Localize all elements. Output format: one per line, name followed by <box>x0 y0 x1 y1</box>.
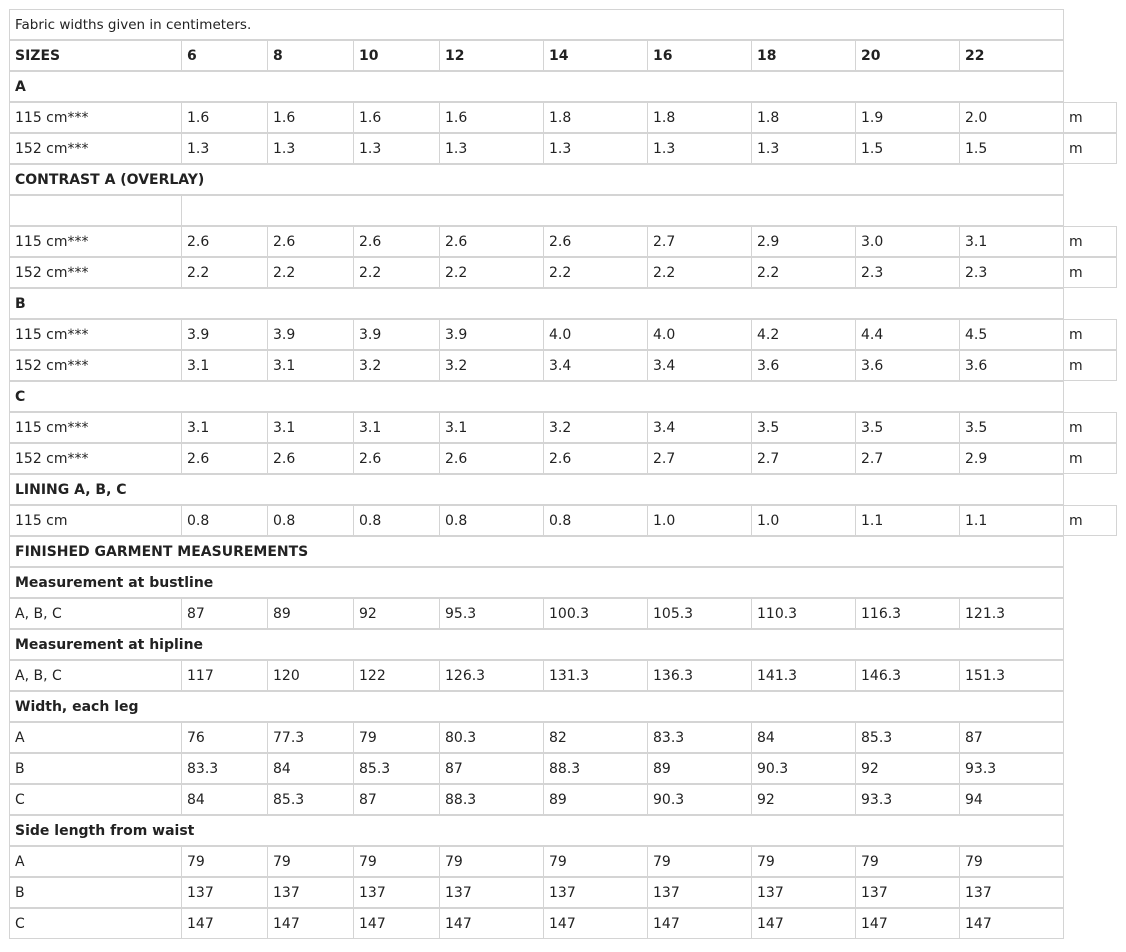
table-cell: 3.4 <box>647 412 752 443</box>
row-label: B <box>9 877 182 908</box>
row-label: 152 cm*** <box>9 257 182 288</box>
table-cell: 80.3 <box>439 722 544 753</box>
table-cell: 3.5 <box>855 412 960 443</box>
table-cell: 83.3 <box>647 722 752 753</box>
table-cell: 0.8 <box>543 505 648 536</box>
table-cell: 92 <box>353 598 440 629</box>
table-cell: 2.6 <box>267 443 354 474</box>
table-cell: 87 <box>439 753 544 784</box>
table-cell: 87 <box>181 598 268 629</box>
size-header: 16 <box>647 40 752 71</box>
table-cell: 82 <box>543 722 648 753</box>
table-cell: 136.3 <box>647 660 752 691</box>
table-cell: 4.2 <box>751 319 856 350</box>
table-cell: 147 <box>647 908 752 939</box>
table-cell: 3.9 <box>353 319 440 350</box>
table-cell: 1.1 <box>959 505 1064 536</box>
table-cell: 2.6 <box>181 443 268 474</box>
table-cell: 1.0 <box>751 505 856 536</box>
table-cell: 3.2 <box>543 412 648 443</box>
table-cell: 147 <box>855 908 960 939</box>
table-cell: 147 <box>181 908 268 939</box>
table-cell: 3.9 <box>267 319 354 350</box>
table-cell: 79 <box>267 846 354 877</box>
table-cell: 2.2 <box>647 257 752 288</box>
table-cell: 116.3 <box>855 598 960 629</box>
table-cell: 92 <box>855 753 960 784</box>
table-cell: 85.3 <box>267 784 354 815</box>
size-header: 10 <box>353 40 440 71</box>
table-cell: 1.3 <box>353 133 440 164</box>
table-cell: 85.3 <box>855 722 960 753</box>
table-cell: 79 <box>959 846 1064 877</box>
size-header: 18 <box>751 40 856 71</box>
table-cell: 94 <box>959 784 1064 815</box>
table-cell: 3.2 <box>353 350 440 381</box>
section-label: C <box>9 381 1064 412</box>
table-cell: 137 <box>543 877 648 908</box>
table-cell: 79 <box>543 846 648 877</box>
table-cell: 137 <box>181 877 268 908</box>
table-cell: 1.1 <box>855 505 960 536</box>
row-label: 115 cm*** <box>9 319 182 350</box>
table-cell: 147 <box>353 908 440 939</box>
table-cell: 93.3 <box>855 784 960 815</box>
row-label: A <box>9 846 182 877</box>
table-cell: 147 <box>267 908 354 939</box>
table-cell: 2.0 <box>959 102 1064 133</box>
table-cell: 84 <box>267 753 354 784</box>
table-cell: 1.3 <box>439 133 544 164</box>
table-cell: 4.0 <box>543 319 648 350</box>
table-cell: 126.3 <box>439 660 544 691</box>
section-label: Measurement at bustline <box>9 567 1064 598</box>
unit-cell: m <box>1063 133 1117 164</box>
table-cell: 79 <box>647 846 752 877</box>
section-label: B <box>9 288 1064 319</box>
table-cell: 137 <box>751 877 856 908</box>
table-cell: 2.2 <box>439 257 544 288</box>
table-cell: 2.6 <box>439 226 544 257</box>
row-label: C <box>9 784 182 815</box>
table-cell: 137 <box>439 877 544 908</box>
table-cell: 88.3 <box>439 784 544 815</box>
table-cell: 3.9 <box>181 319 268 350</box>
row-label: 152 cm*** <box>9 350 182 381</box>
table-cell: 79 <box>439 846 544 877</box>
table-cell: 3.0 <box>855 226 960 257</box>
table-cell: 1.8 <box>543 102 648 133</box>
table-cell: 0.8 <box>181 505 268 536</box>
size-header: 6 <box>181 40 268 71</box>
sizes-header-label: SIZES <box>9 40 182 71</box>
table-cell: 95.3 <box>439 598 544 629</box>
table-cell: 79 <box>751 846 856 877</box>
table-cell: 2.7 <box>855 443 960 474</box>
table-cell: 2.6 <box>439 443 544 474</box>
table-cell: 1.5 <box>959 133 1064 164</box>
table-cell: 89 <box>647 753 752 784</box>
table-cell: 1.3 <box>647 133 752 164</box>
table-cell: 137 <box>267 877 354 908</box>
table-cell: 3.6 <box>959 350 1064 381</box>
table-cell: 3.5 <box>751 412 856 443</box>
table-cell: 4.5 <box>959 319 1064 350</box>
unit-cell: m <box>1063 102 1117 133</box>
section-label: CONTRAST A (OVERLAY) <box>9 164 1064 195</box>
unit-cell: m <box>1063 412 1117 443</box>
table-cell: 3.4 <box>543 350 648 381</box>
table-cell: 87 <box>353 784 440 815</box>
table-cell: 0.8 <box>353 505 440 536</box>
table-cell: 92 <box>751 784 856 815</box>
table-cell: 1.3 <box>181 133 268 164</box>
blank-cell <box>181 195 1064 226</box>
table-cell: 2.2 <box>543 257 648 288</box>
table-cell: 147 <box>959 908 1064 939</box>
row-label: 115 cm*** <box>9 412 182 443</box>
table-cell: 2.7 <box>751 443 856 474</box>
row-label: B <box>9 753 182 784</box>
row-label: A <box>9 722 182 753</box>
table-cell: 3.6 <box>751 350 856 381</box>
table-cell: 137 <box>647 877 752 908</box>
table-cell: 3.9 <box>439 319 544 350</box>
table-cell: 2.6 <box>353 443 440 474</box>
size-header: 8 <box>267 40 354 71</box>
table-cell: 1.9 <box>855 102 960 133</box>
section-label: LINING A, B, C <box>9 474 1064 505</box>
table-cell: 2.2 <box>353 257 440 288</box>
row-label: 115 cm*** <box>9 102 182 133</box>
row-label: 115 cm <box>9 505 182 536</box>
table-cell: 2.2 <box>751 257 856 288</box>
row-label: C <box>9 908 182 939</box>
section-label: Width, each leg <box>9 691 1064 722</box>
table-cell: 90.3 <box>647 784 752 815</box>
blank-cell <box>9 195 182 226</box>
table-cell: 2.9 <box>959 443 1064 474</box>
table-cell: 79 <box>353 846 440 877</box>
table-cell: 85.3 <box>353 753 440 784</box>
table-cell: 77.3 <box>267 722 354 753</box>
table-cell: 0.8 <box>267 505 354 536</box>
table-cell: 1.5 <box>855 133 960 164</box>
table-cell: 146.3 <box>855 660 960 691</box>
table-cell: 2.6 <box>543 226 648 257</box>
table-cell: 3.4 <box>647 350 752 381</box>
table-cell: 137 <box>855 877 960 908</box>
table-cell: 2.3 <box>855 257 960 288</box>
table-cell: 76 <box>181 722 268 753</box>
table-cell: 3.6 <box>855 350 960 381</box>
table-cell: 3.1 <box>267 350 354 381</box>
unit-cell: m <box>1063 226 1117 257</box>
table-cell: 117 <box>181 660 268 691</box>
table-cell: 137 <box>959 877 1064 908</box>
row-label: 152 cm*** <box>9 133 182 164</box>
table-cell: 131.3 <box>543 660 648 691</box>
table-cell: 3.1 <box>267 412 354 443</box>
table-cell: 2.7 <box>647 443 752 474</box>
unit-cell: m <box>1063 505 1117 536</box>
table-cell: 151.3 <box>959 660 1064 691</box>
table-cell: 105.3 <box>647 598 752 629</box>
table-cell: 100.3 <box>543 598 648 629</box>
table-cell: 121.3 <box>959 598 1064 629</box>
table-cell: 1.6 <box>439 102 544 133</box>
table-cell: 137 <box>353 877 440 908</box>
row-label: A, B, C <box>9 598 182 629</box>
unit-cell: m <box>1063 319 1117 350</box>
table-cell: 2.2 <box>267 257 354 288</box>
table-cell: 0.8 <box>439 505 544 536</box>
table-cell: 120 <box>267 660 354 691</box>
table-cell: 1.6 <box>353 102 440 133</box>
table-cell: 1.3 <box>751 133 856 164</box>
unit-cell: m <box>1063 443 1117 474</box>
row-label: 152 cm*** <box>9 443 182 474</box>
table-cell: 147 <box>751 908 856 939</box>
table-cell: 79 <box>855 846 960 877</box>
table-cell: 1.8 <box>751 102 856 133</box>
table-cell: 84 <box>751 722 856 753</box>
section-label: A <box>9 71 1064 102</box>
table-cell: 2.6 <box>181 226 268 257</box>
table-cell: 4.4 <box>855 319 960 350</box>
table-cell: 110.3 <box>751 598 856 629</box>
table-cell: 3.1 <box>439 412 544 443</box>
table-cell: 3.5 <box>959 412 1064 443</box>
table-cell: 147 <box>543 908 648 939</box>
table-cell: 1.8 <box>647 102 752 133</box>
table-cell: 79 <box>181 846 268 877</box>
table-cell: 1.3 <box>543 133 648 164</box>
table-cell: 141.3 <box>751 660 856 691</box>
table-cell: 89 <box>267 598 354 629</box>
table-cell: 1.0 <box>647 505 752 536</box>
table-cell: 1.6 <box>267 102 354 133</box>
note-text: Fabric widths given in centimeters. <box>9 9 1064 40</box>
section-label: FINISHED GARMENT MEASUREMENTS <box>9 536 1064 567</box>
table-cell: 3.1 <box>353 412 440 443</box>
table-cell: 3.2 <box>439 350 544 381</box>
table-cell: 83.3 <box>181 753 268 784</box>
table-cell: 3.1 <box>181 350 268 381</box>
table-cell: 147 <box>439 908 544 939</box>
unit-cell: m <box>1063 257 1117 288</box>
section-label: Measurement at hipline <box>9 629 1064 660</box>
size-header: 20 <box>855 40 960 71</box>
table-cell: 2.6 <box>543 443 648 474</box>
table-cell: 122 <box>353 660 440 691</box>
table-cell: 88.3 <box>543 753 648 784</box>
table-cell: 2.9 <box>751 226 856 257</box>
unit-cell: m <box>1063 350 1117 381</box>
table-cell: 87 <box>959 722 1064 753</box>
table-cell: 3.1 <box>181 412 268 443</box>
row-label: A, B, C <box>9 660 182 691</box>
table-cell: 1.6 <box>181 102 268 133</box>
table-cell: 2.2 <box>181 257 268 288</box>
table-cell: 4.0 <box>647 319 752 350</box>
table-cell: 79 <box>353 722 440 753</box>
table-cell: 89 <box>543 784 648 815</box>
section-label: Side length from waist <box>9 815 1064 846</box>
table-cell: 84 <box>181 784 268 815</box>
table-cell: 2.6 <box>353 226 440 257</box>
table-cell: 93.3 <box>959 753 1064 784</box>
table-cell: 2.7 <box>647 226 752 257</box>
row-label: 115 cm*** <box>9 226 182 257</box>
table-cell: 90.3 <box>751 753 856 784</box>
table-cell: 2.6 <box>267 226 354 257</box>
table-cell: 1.3 <box>267 133 354 164</box>
size-header: 22 <box>959 40 1064 71</box>
table-cell: 3.1 <box>959 226 1064 257</box>
table-cell: 2.3 <box>959 257 1064 288</box>
size-header: 14 <box>543 40 648 71</box>
size-header: 12 <box>439 40 544 71</box>
